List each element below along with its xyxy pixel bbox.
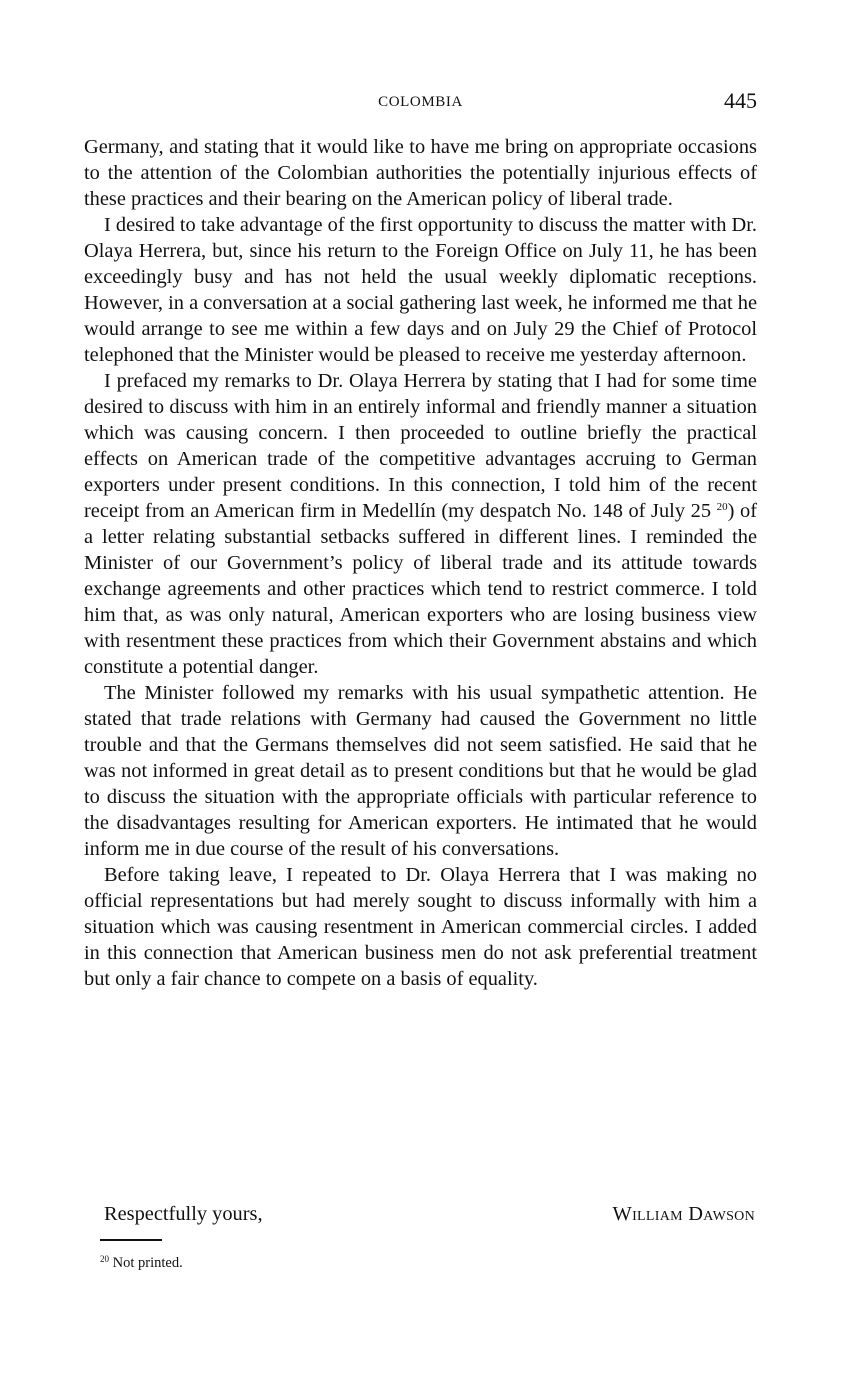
paragraph: Before taking leave, I repeated to Dr. Olaya Herrera that I was making no official representations but had merely sought to discuss informally with him a situation which was causing resentment in American commercial circles. I added in this connection that American business men do not ask preferential treatment but only a fair chance to compete on a basis of equality. <box>84 864 757 990</box>
running-head: COLOMBIA <box>378 94 463 110</box>
page-header <box>84 88 757 118</box>
signature: William Dawson <box>612 1203 755 1225</box>
paragraph <box>84 368 757 680</box>
paragraph-text: ) of a letter relating substantial setbacks suffered in different lines. I reminded the Minister of our Government’s policy of liberal trade and its attitude towards exchange agreements and other practices which tend to restrict commerce. I told him that, as was only natural, American exporters who are losing business view with resentment these practices from which their Government abstains and which constitute a potential danger. <box>84 500 757 678</box>
page-number: 445 <box>724 88 757 113</box>
footnote-text: Not printed. <box>112 1255 183 1271</box>
footnote-reference: 20 <box>716 501 728 513</box>
paragraph-continuation: Germany, and stating that it would like to have me bring on appropriate occasions to the attention of the Colombian authorities the potentially injurious effects of these practices and their bearing on the American policy of liberal trade. <box>84 136 757 210</box>
footnote-marker: 20 <box>100 1254 109 1264</box>
paragraph: The Minister followed my remarks with his usual sympathetic attention. He stated that trade relations with Germany had caused the Government no little trouble and that the Germans themselves did not seem satisfied. He said that he was not informed in great detail as to present conditions but that he would be glad to discuss the situation with the appropriate officials with particular reference to the disadvantages resulting for American exporters. He intimated that he would inform me in due course of the result of his conversations. <box>84 682 757 860</box>
letter-body <box>84 134 757 992</box>
footnote-divider <box>100 1239 162 1241</box>
paragraph: I desired to take advantage of the first opportunity to discuss the matter with Dr. Olaya Herrera, but, since his return to the Foreign Office on July 11, he has been exceedingly busy and has not held the usual weekly diplomatic receptions. However, in a conversation at a social gathering last week, he informed me that he would arrange to see me within a few days and on July 29 the Chief of Protocol telephoned that the Minister would be pleased to receive me yesterday afternoon. <box>84 214 757 366</box>
paragraph-text: I prefaced my remarks to Dr. Olaya Herrera by stating that I had for some time desired to discuss with him in an entirely informal and friendly manner a situation which was causing concern. I then proceeded to outline briefly the practical effects on American trade of the competitive advantages accruing to German exporters under present conditions. In this connection, I told him of the recent receipt from an American firm in Medellín (my despatch No. 148 of July 25 <box>84 370 757 522</box>
complimentary-close: Respectfully yours, <box>104 1203 263 1225</box>
letter-closing <box>84 1203 757 1231</box>
footnote <box>100 1255 183 1272</box>
